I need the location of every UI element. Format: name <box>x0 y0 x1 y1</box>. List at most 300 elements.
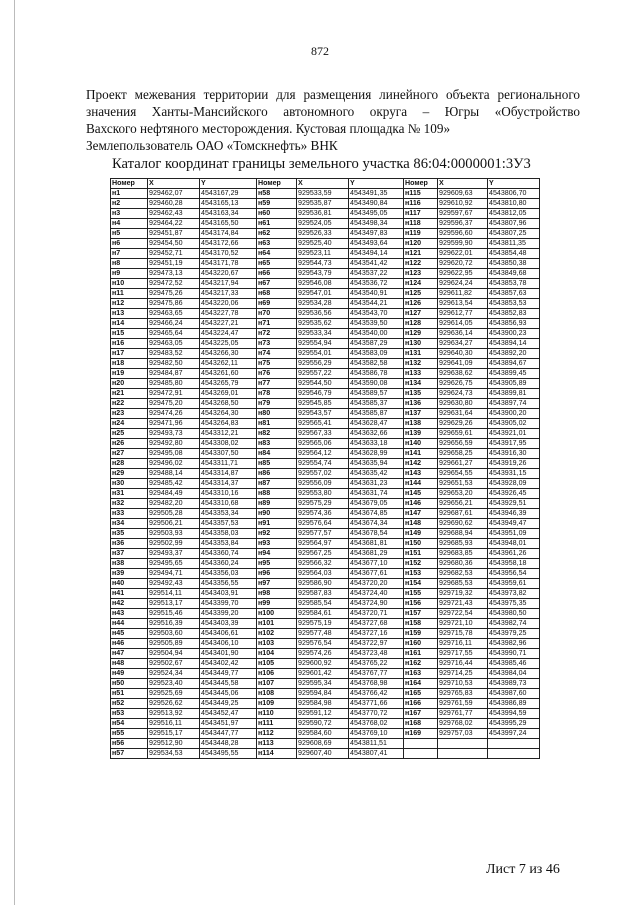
point-number-cell: н45 <box>111 629 148 639</box>
point-number-cell: н11 <box>111 289 148 299</box>
table-row <box>111 629 540 639</box>
y-coordinate-cell: 4543724,40 <box>349 589 404 599</box>
x-coordinate-cell: 929462,43 <box>148 209 200 219</box>
y-coordinate-cell: 4543262,11 <box>200 359 257 369</box>
point-number-cell: н141 <box>404 449 438 459</box>
point-number-cell: н111 <box>257 719 297 729</box>
x-coordinate-cell: 929577,48 <box>297 629 349 639</box>
point-number-cell: н33 <box>111 509 148 519</box>
x-coordinate-cell: 929687,61 <box>438 509 488 519</box>
y-coordinate-cell: 4543771,66 <box>349 699 404 709</box>
x-coordinate-cell: 929473,13 <box>148 269 200 279</box>
point-number-cell: н131 <box>404 349 438 359</box>
y-coordinate-cell: 4543678,54 <box>349 529 404 539</box>
x-coordinate-cell: 929451,87 <box>148 229 200 239</box>
y-coordinate-cell: 4543997,24 <box>488 729 540 739</box>
table-row <box>111 509 540 519</box>
point-number-cell: н84 <box>257 449 297 459</box>
y-coordinate-cell: 4543905,89 <box>488 379 540 389</box>
point-number-cell: н121 <box>404 249 438 259</box>
column-header: X <box>297 179 349 189</box>
y-coordinate-cell: 4543917,95 <box>488 439 540 449</box>
y-coordinate-cell: 4543946,39 <box>488 509 540 519</box>
y-coordinate-cell: 4543224,47 <box>200 329 257 339</box>
point-number-cell: н71 <box>257 319 297 329</box>
point-number-cell: н134 <box>404 379 438 389</box>
table-row <box>111 309 540 319</box>
x-coordinate-cell: 929533,34 <box>297 329 349 339</box>
x-coordinate-cell: 929503,60 <box>148 629 200 639</box>
table-row <box>111 549 540 559</box>
point-number-cell: н2 <box>111 199 148 209</box>
table-row <box>111 499 540 509</box>
y-coordinate-cell: 4543314,87 <box>200 469 257 479</box>
x-coordinate-cell: 929587,83 <box>297 589 349 599</box>
x-coordinate-cell <box>438 739 488 749</box>
x-coordinate-cell: 929493,73 <box>148 429 200 439</box>
point-number-cell: н62 <box>257 229 297 239</box>
x-coordinate-cell: 929504,94 <box>148 649 200 659</box>
y-coordinate-cell: 4543900,23 <box>488 329 540 339</box>
x-coordinate-cell: 929612,77 <box>438 309 488 319</box>
y-coordinate-cell: 4543956,54 <box>488 569 540 579</box>
y-coordinate-cell: 4543979,25 <box>488 629 540 639</box>
y-coordinate-cell: 4543810,80 <box>488 199 540 209</box>
point-number-cell: н145 <box>404 489 438 499</box>
table-row <box>111 579 540 589</box>
y-coordinate-cell: 4543929,51 <box>488 499 540 509</box>
point-number-cell: н73 <box>257 339 297 349</box>
x-coordinate-cell: 929524,34 <box>148 669 200 679</box>
point-number-cell: н81 <box>257 419 297 429</box>
y-coordinate-cell: 4543312,21 <box>200 429 257 439</box>
point-number-cell: н6 <box>111 239 148 249</box>
x-coordinate-cell: 929656,21 <box>438 499 488 509</box>
point-number-cell: н67 <box>257 279 297 289</box>
x-coordinate-cell: 929546,08 <box>297 279 349 289</box>
x-coordinate-cell: 929656,59 <box>438 439 488 449</box>
y-coordinate-cell: 4543310,16 <box>200 489 257 499</box>
y-coordinate-cell: 4543727,16 <box>349 629 404 639</box>
point-number-cell: н117 <box>404 209 438 219</box>
point-number-cell: н166 <box>404 699 438 709</box>
point-number-cell: н15 <box>111 329 148 339</box>
x-coordinate-cell: 929575,19 <box>297 619 349 629</box>
point-number-cell: н79 <box>257 399 297 409</box>
point-number-cell: н25 <box>111 429 148 439</box>
x-coordinate-cell: 929710,53 <box>438 679 488 689</box>
y-coordinate-cell: 4543723,48 <box>349 649 404 659</box>
x-coordinate-cell: 929610,92 <box>438 199 488 209</box>
table-row <box>111 389 540 399</box>
x-coordinate-cell: 929716,11 <box>438 639 488 649</box>
y-coordinate-cell: 4543165,13 <box>200 199 257 209</box>
x-coordinate-cell: 929757,03 <box>438 729 488 739</box>
point-number-cell: н143 <box>404 469 438 479</box>
x-coordinate-cell: 929608,69 <box>297 739 349 749</box>
table-row <box>111 609 540 619</box>
table-row <box>111 589 540 599</box>
y-coordinate-cell: 4543811,35 <box>488 239 540 249</box>
x-coordinate-cell: 929460,28 <box>148 199 200 209</box>
y-coordinate-cell: 4543985,46 <box>488 659 540 669</box>
point-number-cell: н112 <box>257 729 297 739</box>
y-coordinate-cell: 4543975,35 <box>488 599 540 609</box>
x-coordinate-cell: 929546,79 <box>297 389 349 399</box>
y-coordinate-cell: 4543677,61 <box>349 569 404 579</box>
point-number-cell: н29 <box>111 469 148 479</box>
point-number-cell: н92 <box>257 529 297 539</box>
point-number-cell: н97 <box>257 579 297 589</box>
point-number-cell: н7 <box>111 249 148 259</box>
y-coordinate-cell: 4543900,20 <box>488 409 540 419</box>
table-row <box>111 599 540 609</box>
table-row <box>111 429 540 439</box>
point-number-cell: н77 <box>257 379 297 389</box>
point-number-cell: н42 <box>111 599 148 609</box>
y-coordinate-cell: 4543264,30 <box>200 409 257 419</box>
point-number-cell: н70 <box>257 309 297 319</box>
y-coordinate-cell: 4543894,67 <box>488 359 540 369</box>
x-coordinate-cell: 929567,33 <box>297 429 349 439</box>
x-coordinate-cell: 929513,17 <box>148 599 200 609</box>
x-coordinate-cell: 929557,22 <box>297 369 349 379</box>
y-coordinate-cell: 4543358,03 <box>200 529 257 539</box>
x-coordinate-cell: 929466,24 <box>148 319 200 329</box>
y-coordinate-cell: 4543768,02 <box>349 719 404 729</box>
y-coordinate-cell: 4543628,47 <box>349 419 404 429</box>
point-number-cell: н139 <box>404 429 438 439</box>
x-coordinate-cell: 929591,12 <box>297 709 349 719</box>
point-number-cell: н140 <box>404 439 438 449</box>
project-title-line-3: Вахского нефтяного месторождения. Кустовая площадка № 109» <box>86 121 451 136</box>
point-number-cell: н96 <box>257 569 297 579</box>
x-coordinate-cell: 929638,62 <box>438 369 488 379</box>
point-number-cell: н95 <box>257 559 297 569</box>
point-number-cell: н12 <box>111 299 148 309</box>
point-number-cell: н30 <box>111 479 148 489</box>
x-coordinate-cell: 929554,74 <box>297 459 349 469</box>
point-number-cell: н50 <box>111 679 148 689</box>
y-coordinate-cell: 4543961,26 <box>488 549 540 559</box>
x-coordinate-cell: 929722,54 <box>438 609 488 619</box>
point-number-cell: н56 <box>111 739 148 749</box>
point-number-cell: н40 <box>111 579 148 589</box>
y-coordinate-cell: 4543217,33 <box>200 289 257 299</box>
y-coordinate-cell: 4543853,78 <box>488 279 540 289</box>
table-row <box>111 339 540 349</box>
x-coordinate-cell: 929544,50 <box>297 379 349 389</box>
y-coordinate-cell: 4543631,23 <box>349 479 404 489</box>
table-row <box>111 519 540 529</box>
point-number-cell: н3 <box>111 209 148 219</box>
y-coordinate-cell: 4543589,57 <box>349 389 404 399</box>
table-row <box>111 219 540 229</box>
y-coordinate-cell: 4543261,60 <box>200 369 257 379</box>
y-coordinate-cell: 4543853,53 <box>488 299 540 309</box>
point-number-cell: н55 <box>111 729 148 739</box>
x-coordinate-cell: 929533,59 <box>297 189 349 199</box>
table-row <box>111 529 540 539</box>
y-coordinate-cell: 4543266,30 <box>200 349 257 359</box>
y-coordinate-cell: 4543353,84 <box>200 539 257 549</box>
table-row <box>111 739 540 749</box>
point-number-cell: н37 <box>111 549 148 559</box>
point-number-cell: н63 <box>257 239 297 249</box>
point-number-cell: н152 <box>404 559 438 569</box>
point-number-cell: н161 <box>404 649 438 659</box>
table-row <box>111 189 540 199</box>
x-coordinate-cell: 929596,37 <box>438 219 488 229</box>
x-coordinate-cell: 929716,44 <box>438 659 488 669</box>
y-coordinate-cell: 4543539,50 <box>349 319 404 329</box>
y-coordinate-cell: 4543445,06 <box>200 689 257 699</box>
y-coordinate-cell: 4543770,72 <box>349 709 404 719</box>
x-coordinate-cell: 929534,28 <box>297 299 349 309</box>
x-coordinate-cell: 929607,40 <box>297 749 349 759</box>
point-number-cell: н90 <box>257 509 297 519</box>
x-coordinate-cell: 929523,11 <box>297 249 349 259</box>
x-coordinate-cell: 929465,64 <box>148 329 200 339</box>
point-number-cell: н157 <box>404 609 438 619</box>
point-number-cell: н113 <box>257 739 297 749</box>
y-coordinate-cell: 4543163,34 <box>200 209 257 219</box>
x-coordinate-cell: 929471,96 <box>148 419 200 429</box>
point-number-cell: н116 <box>404 199 438 209</box>
x-coordinate-cell: 929512,90 <box>148 739 200 749</box>
table-row <box>111 249 540 259</box>
y-coordinate-cell: 4543994,59 <box>488 709 540 719</box>
y-coordinate-cell: 4543852,83 <box>488 309 540 319</box>
x-coordinate-cell: 929574,36 <box>297 509 349 519</box>
table-row <box>111 649 540 659</box>
x-coordinate-cell: 929454,50 <box>148 239 200 249</box>
y-coordinate-cell: 4543681,81 <box>349 539 404 549</box>
point-number-cell: н86 <box>257 469 297 479</box>
x-coordinate-cell: 929554,94 <box>297 339 349 349</box>
y-coordinate-cell: 4543308,02 <box>200 439 257 449</box>
x-coordinate-cell: 929565,06 <box>297 439 349 449</box>
y-coordinate-cell: 4543220,06 <box>200 299 257 309</box>
y-coordinate-cell: 4543674,85 <box>349 509 404 519</box>
x-coordinate-cell: 929536,56 <box>297 309 349 319</box>
table-row <box>111 419 540 429</box>
point-number-cell: н78 <box>257 389 297 399</box>
y-coordinate-cell: 4543905,02 <box>488 419 540 429</box>
point-number-cell: н60 <box>257 209 297 219</box>
point-number-cell: н38 <box>111 559 148 569</box>
x-coordinate-cell: 929599,90 <box>438 239 488 249</box>
point-number-cell: н168 <box>404 719 438 729</box>
point-number-cell: н59 <box>257 199 297 209</box>
y-coordinate-cell: 4543171,78 <box>200 259 257 269</box>
point-number-cell: н58 <box>257 189 297 199</box>
x-coordinate-cell: 929524,05 <box>297 219 349 229</box>
table-row <box>111 709 540 719</box>
y-coordinate-cell: 4543628,99 <box>349 449 404 459</box>
point-number-cell: н18 <box>111 359 148 369</box>
point-number-cell: н133 <box>404 369 438 379</box>
point-number-cell: н75 <box>257 359 297 369</box>
x-coordinate-cell: 929475,26 <box>148 289 200 299</box>
point-number-cell: н22 <box>111 399 148 409</box>
sheet-number: Лист 7 из 46 <box>486 862 560 877</box>
y-coordinate-cell: 4543494,14 <box>349 249 404 259</box>
y-coordinate-cell: 4543807,25 <box>488 229 540 239</box>
point-number-cell: н49 <box>111 669 148 679</box>
table-row <box>111 699 540 709</box>
column-header: X <box>148 179 200 189</box>
y-coordinate-cell: 4543765,22 <box>349 659 404 669</box>
y-coordinate-cell: 4543857,63 <box>488 289 540 299</box>
table-row <box>111 399 540 409</box>
x-coordinate-cell: 929502,67 <box>148 659 200 669</box>
x-coordinate-cell: 929661,27 <box>438 459 488 469</box>
point-number-cell: н158 <box>404 619 438 629</box>
point-number-cell: н57 <box>111 749 148 759</box>
x-coordinate-cell: 929715,78 <box>438 629 488 639</box>
x-coordinate-cell: 929682,53 <box>438 569 488 579</box>
y-coordinate-cell: 4543445,58 <box>200 679 257 689</box>
y-coordinate-cell: 4543631,74 <box>349 489 404 499</box>
point-number-cell: н17 <box>111 349 148 359</box>
point-number-cell: н135 <box>404 389 438 399</box>
x-coordinate-cell: 929597,67 <box>438 209 488 219</box>
x-coordinate-cell: 929576,54 <box>297 639 349 649</box>
x-coordinate-cell: 929685,53 <box>438 579 488 589</box>
point-number-cell: н98 <box>257 589 297 599</box>
x-coordinate-cell: 929472,91 <box>148 389 200 399</box>
y-coordinate-cell: 4543307,50 <box>200 449 257 459</box>
x-coordinate-cell: 929543,79 <box>297 269 349 279</box>
y-coordinate-cell: 4543767,77 <box>349 669 404 679</box>
point-number-cell: н47 <box>111 649 148 659</box>
x-coordinate-cell: 929641,09 <box>438 359 488 369</box>
y-coordinate-cell: 4543356,03 <box>200 569 257 579</box>
y-coordinate-cell: 4543402,42 <box>200 659 257 669</box>
x-coordinate-cell: 929553,80 <box>297 489 349 499</box>
x-coordinate-cell: 929515,46 <box>148 609 200 619</box>
point-number-cell: н64 <box>257 249 297 259</box>
x-coordinate-cell: 929685,93 <box>438 539 488 549</box>
x-coordinate-cell: 929482,50 <box>148 359 200 369</box>
point-number-cell: н150 <box>404 539 438 549</box>
point-number-cell: н46 <box>111 639 148 649</box>
x-coordinate-cell: 929600,92 <box>297 659 349 669</box>
x-coordinate-cell: 929503,93 <box>148 529 200 539</box>
point-number-cell: н16 <box>111 339 148 349</box>
y-coordinate-cell: 4543493,64 <box>349 239 404 249</box>
point-number-cell: н93 <box>257 539 297 549</box>
x-coordinate-cell: 929485,80 <box>148 379 200 389</box>
y-coordinate-cell: 4543360,74 <box>200 549 257 559</box>
table-row <box>111 659 540 669</box>
y-coordinate-cell: 4543498,34 <box>349 219 404 229</box>
x-coordinate-cell: 929526,62 <box>148 699 200 709</box>
point-number-cell: н41 <box>111 589 148 599</box>
y-coordinate-cell: 4543452,47 <box>200 709 257 719</box>
point-number-cell: н167 <box>404 709 438 719</box>
point-number-cell: н105 <box>257 659 297 669</box>
point-number-cell: н165 <box>404 689 438 699</box>
x-coordinate-cell: 929505,89 <box>148 639 200 649</box>
margin-line <box>14 0 15 905</box>
point-number-cell: н74 <box>257 349 297 359</box>
point-number-cell: н169 <box>404 729 438 739</box>
x-coordinate-cell: 929601,42 <box>297 669 349 679</box>
y-coordinate-cell: 4543807,96 <box>488 219 540 229</box>
point-number-cell: н21 <box>111 389 148 399</box>
point-number-cell: н137 <box>404 409 438 419</box>
y-coordinate-cell: 4543406,10 <box>200 639 257 649</box>
y-coordinate-cell: 4543360,24 <box>200 559 257 569</box>
x-coordinate-cell: 929463,05 <box>148 339 200 349</box>
y-coordinate-cell: 4543635,42 <box>349 469 404 479</box>
x-coordinate-cell: 929564,97 <box>297 539 349 549</box>
x-coordinate-cell: 929523,40 <box>148 679 200 689</box>
x-coordinate-cell: 929485,42 <box>148 479 200 489</box>
x-coordinate-cell: 929590,72 <box>297 719 349 729</box>
y-coordinate-cell: 4543264,83 <box>200 419 257 429</box>
x-coordinate-cell: 929525,69 <box>148 689 200 699</box>
x-coordinate-cell: 929653,20 <box>438 489 488 499</box>
point-number-cell: н126 <box>404 299 438 309</box>
x-coordinate-cell: 929505,28 <box>148 509 200 519</box>
point-number-cell: н138 <box>404 419 438 429</box>
column-header: Y <box>200 179 257 189</box>
table-row <box>111 489 540 499</box>
y-coordinate-cell <box>488 749 540 759</box>
column-header: Номер <box>257 179 297 189</box>
y-coordinate-cell: 4543403,39 <box>200 619 257 629</box>
x-coordinate-cell: 929472,52 <box>148 279 200 289</box>
point-number-cell: н87 <box>257 479 297 489</box>
table-row <box>111 469 540 479</box>
y-coordinate-cell: 4543587,29 <box>349 339 404 349</box>
y-coordinate-cell: 4543986,89 <box>488 699 540 709</box>
point-number-cell: н132 <box>404 359 438 369</box>
x-coordinate-cell: 929475,86 <box>148 299 200 309</box>
table-row <box>111 409 540 419</box>
x-coordinate-cell: 929493,37 <box>148 549 200 559</box>
table-row <box>111 479 540 489</box>
x-coordinate-cell: 929622,01 <box>438 249 488 259</box>
x-coordinate-cell: 929611,82 <box>438 289 488 299</box>
x-coordinate-cell: 929586,90 <box>297 579 349 589</box>
y-coordinate-cell: 4543536,72 <box>349 279 404 289</box>
table-row <box>111 619 540 629</box>
y-coordinate-cell: 4543401,90 <box>200 649 257 659</box>
column-header: X <box>438 179 488 189</box>
y-coordinate-cell: 4543897,74 <box>488 399 540 409</box>
x-coordinate-cell: 929488,14 <box>148 469 200 479</box>
y-coordinate-cell: 4543899,45 <box>488 369 540 379</box>
table-row <box>111 669 540 679</box>
x-coordinate-cell: 929474,26 <box>148 409 200 419</box>
y-coordinate-cell: 4543806,70 <box>488 189 540 199</box>
point-number-cell: н89 <box>257 499 297 509</box>
point-number-cell: н122 <box>404 259 438 269</box>
point-number-cell: н109 <box>257 699 297 709</box>
x-coordinate-cell: 929544,73 <box>297 259 349 269</box>
document-header <box>86 86 580 173</box>
point-number-cell: н31 <box>111 489 148 499</box>
point-number-cell: н80 <box>257 409 297 419</box>
table-body <box>111 189 540 759</box>
y-coordinate-cell: 4543399,20 <box>200 609 257 619</box>
x-coordinate-cell: 929502,99 <box>148 539 200 549</box>
x-coordinate-cell: 929462,07 <box>148 189 200 199</box>
